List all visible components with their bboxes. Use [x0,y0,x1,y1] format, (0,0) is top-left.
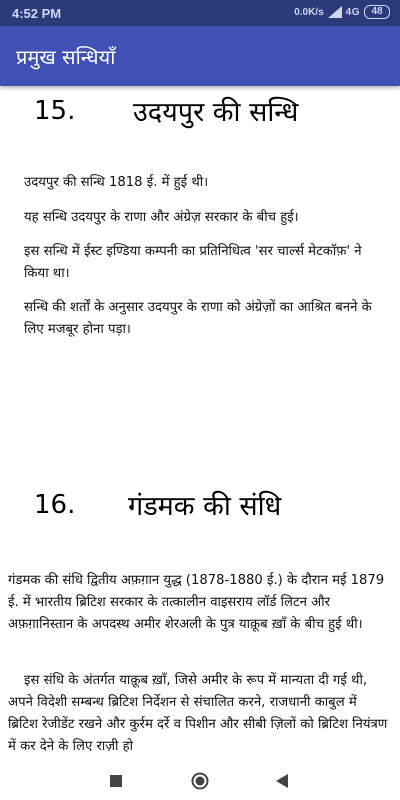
section-heading [0,90,400,130]
app-bar [0,26,400,86]
section-number: 15. [34,96,76,126]
circle-icon [191,772,209,790]
status-indicators [294,5,390,19]
paragraph: यह सन्धि उदयपुर के राणा और अंग्रेज़ सरकार के बीच हुई। [24,210,299,225]
battery-icon [364,5,390,19]
status-bar [0,0,400,26]
network-type: 4G [345,6,360,18]
app-title: प्रमुख सन्धियाँ [16,45,116,69]
network-speed: 0.0K/s [294,6,324,18]
paragraph: सन्धि की शर्तों के अनुसार उदयपुर के राणा को अंग्रेज़ों का आश्रित बनने के लिए मजबूर होना पड़ा। [24,300,372,337]
back-button[interactable] [252,762,312,800]
paragraph: इस सन्धि में ईस्ट इण्डिया कम्पनी का प्रतिनिधित्व 'सर चार्ल्स मेटकॉफ़' ने किया था। [24,244,362,281]
home-button[interactable] [170,762,230,800]
paragraph: इस संधि के अंतर्गत याक़ूब ख़ाँ, जिसे अमीर के रूप में मान्यता दी गई थी, अपने विदेशी सम्बन्ध ब्रिटिश निर्देशन से संचालित करने, राजधानी काबुल में ब्रिटिश रेजीडेंट रखने और कुर्रम दर्रे व पिशीन और सीबी ज़िलों को ब्रिटिश नियंत्रण में कर देने के लिए राज़ी हो [8,673,388,754]
battery-level: 48 [371,6,383,17]
signal-icon [328,6,342,18]
status-time: 4:52 PM [12,6,62,21]
paragraph: उदयपुर की सन्धि 1818 ई. में हुई थी। [24,175,209,190]
triangle-back-icon [276,774,288,788]
paragraph: गंडमक की संधि द्वितीय अफ़ग़ान युद्ध (1878-1880 ई.) के दौरान मई 1879 ई. में भारतीय ब्रिटिश सरकार के तत्कालीन वाइसराय लॉर्ड लिटन और अफ़ग़ानिस्तान के अपदस्थ अमीर शेरअली के पुत्र याक़ूब ख़ाँ के बीच हुई थी। [8,573,385,632]
recents-button[interactable] [86,762,146,800]
section-heading [0,484,400,524]
section-title: गंडमक की संधि [128,491,282,522]
section-title: उदयपुर की सन्धि [133,97,299,128]
article-content[interactable] [0,86,400,762]
section-number: 16. [34,490,76,520]
square-icon [110,775,122,787]
navigation-bar [0,762,400,800]
